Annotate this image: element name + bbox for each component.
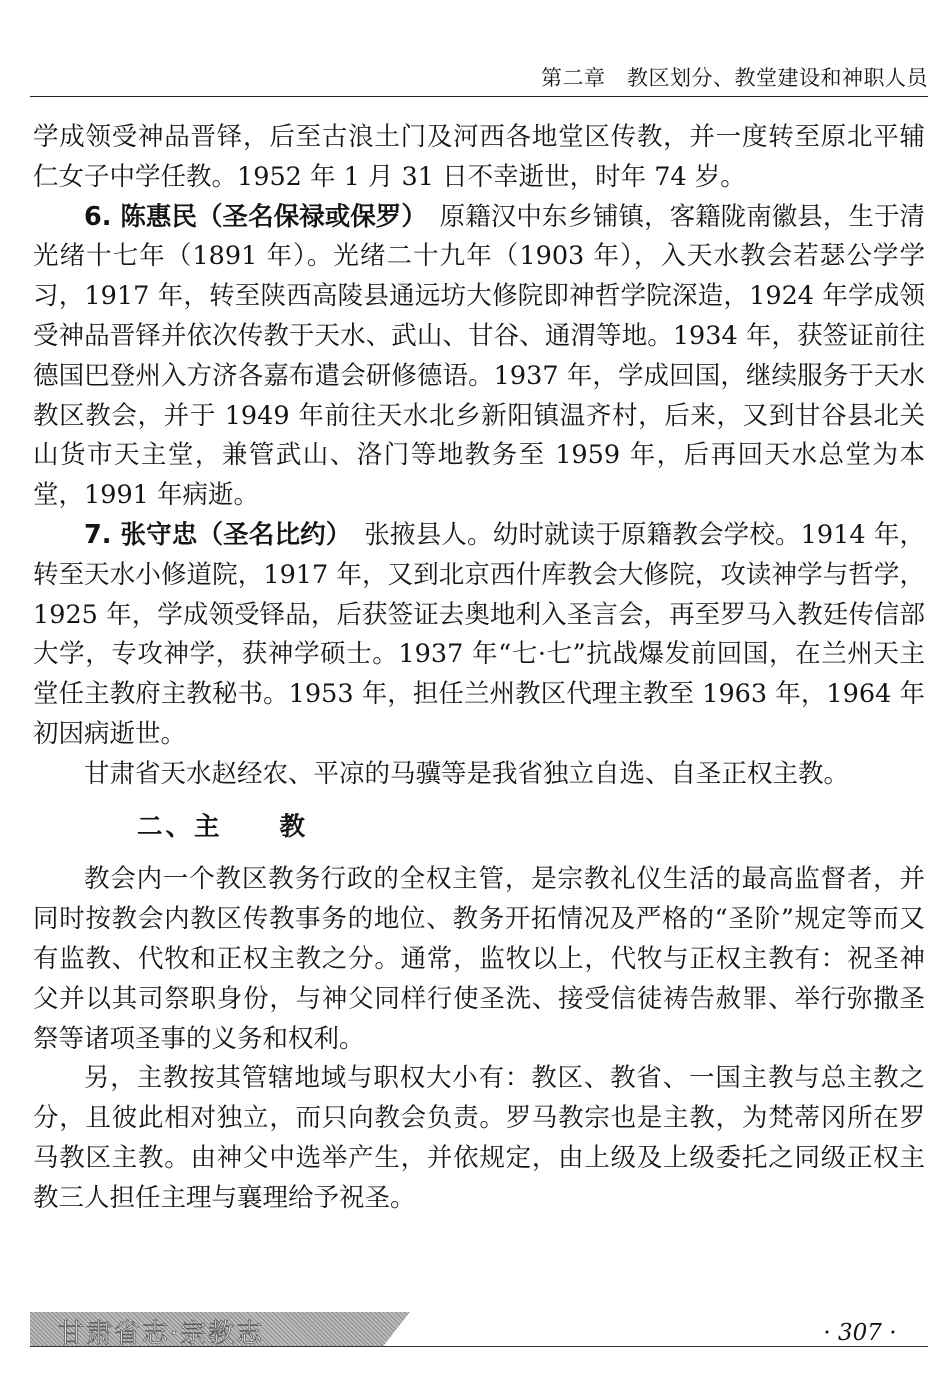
footer-book-title: 甘肃省志·宗教志 xyxy=(58,1319,265,1349)
paragraph-1: 学成领受神品晋铎，后至古浪土门及河西各地堂区传教，并一度转至原北平辅仁女子中学任教。1952 年 1 月 31 日不幸逝世，时年 74 岁。 xyxy=(33,122,925,192)
paragraph-2 xyxy=(33,198,925,516)
running-header: 第二章 教区划分、教堂建设和神职人员 xyxy=(541,66,928,90)
paragraph-4: 甘肃省天水赵经农、平凉的马骥等是我省独立自选、自圣正权主教。 xyxy=(84,758,850,789)
header-rule xyxy=(30,96,928,97)
page-number: · 307 · xyxy=(823,1320,897,1346)
entry-text-zhang-shouzhong: 张掖县人。幼时就读于原籍教会学校。1914 年，转至天水小修道院，1917 年，又到北京西什库教会大修院，攻读神学与哲学，1925 年，学成领受铎品，后获签证去奥地利入圣言会，再至罗马入教廷传信部大学，专攻神学，获神学硕士。1937 年“七·七”抗战爆发前回国，在兰州天主堂任主教府主教秘书。1953 年，担任兰州教区代理主教至 1963 年，1964 年初因病逝世。 xyxy=(33,519,925,749)
body-text xyxy=(33,118,925,1219)
entry-heading-chen-huimin: 6. 陈惠民（圣名保禄或保罗） xyxy=(84,201,415,232)
paragraph-6: 另，主教按其管辖地域与职权大小有：教区、教省、一国主教与总主教之分，且彼此相对独立，而只向教会负责。罗马教宗也是主教，为梵蒂冈所在罗马教区主教。由神父中选举产生，并依规定，由上级及上级委托之同级正权主教三人担任主理与襄理给予祝圣。 xyxy=(33,1063,925,1213)
footer-rule xyxy=(30,1346,928,1347)
section-heading: 二、主 教 xyxy=(137,811,309,842)
entry-heading-zhang-shouzhong: 7. 张守忠（圣名比约） xyxy=(84,519,339,550)
paragraph-3 xyxy=(33,516,925,755)
paragraph-5: 教会内一个教区教务行政的全权主管，是宗教礼仪生活的最高监督者，并同时按教会内教区传教事务的地位、教务开拓情况及严格的“圣阶”规定等而又有监教、代牧和正权主教之分。通常，监牧以上，代牧与正权主教有：祝圣神父并以其司祭职身份，与神父同样行使圣洗、接受信徒祷告赦罪、举行弥撒圣祭等诸项圣事的义务和权利。 xyxy=(33,864,925,1054)
entry-text-chen-huimin: 原籍汉中东乡铺镇，客籍陇南徽县，生于清光绪十七年（1891 年）。光绪二十九年（1903 年），入天水教会若瑟公学学习，1917 年，转至陕西高陵县通远坊大修院即神哲学院深造，1924 年学成领受神品晋铎并依次传教于天水、武山、甘谷、通渭等地。1934 年，获签证前往德国巴登州入方济各嘉布遣会研修德语。1937 年，学成回国，继续服务于天水教区教会，并于 1949 年前往天水北乡新阳镇温齐村，后来，又到甘谷县北关山货市天主堂，兼管武山、洛门等地教务至 1959 年，后再回天水总堂为本堂，1991 年病逝。 xyxy=(33,201,925,511)
